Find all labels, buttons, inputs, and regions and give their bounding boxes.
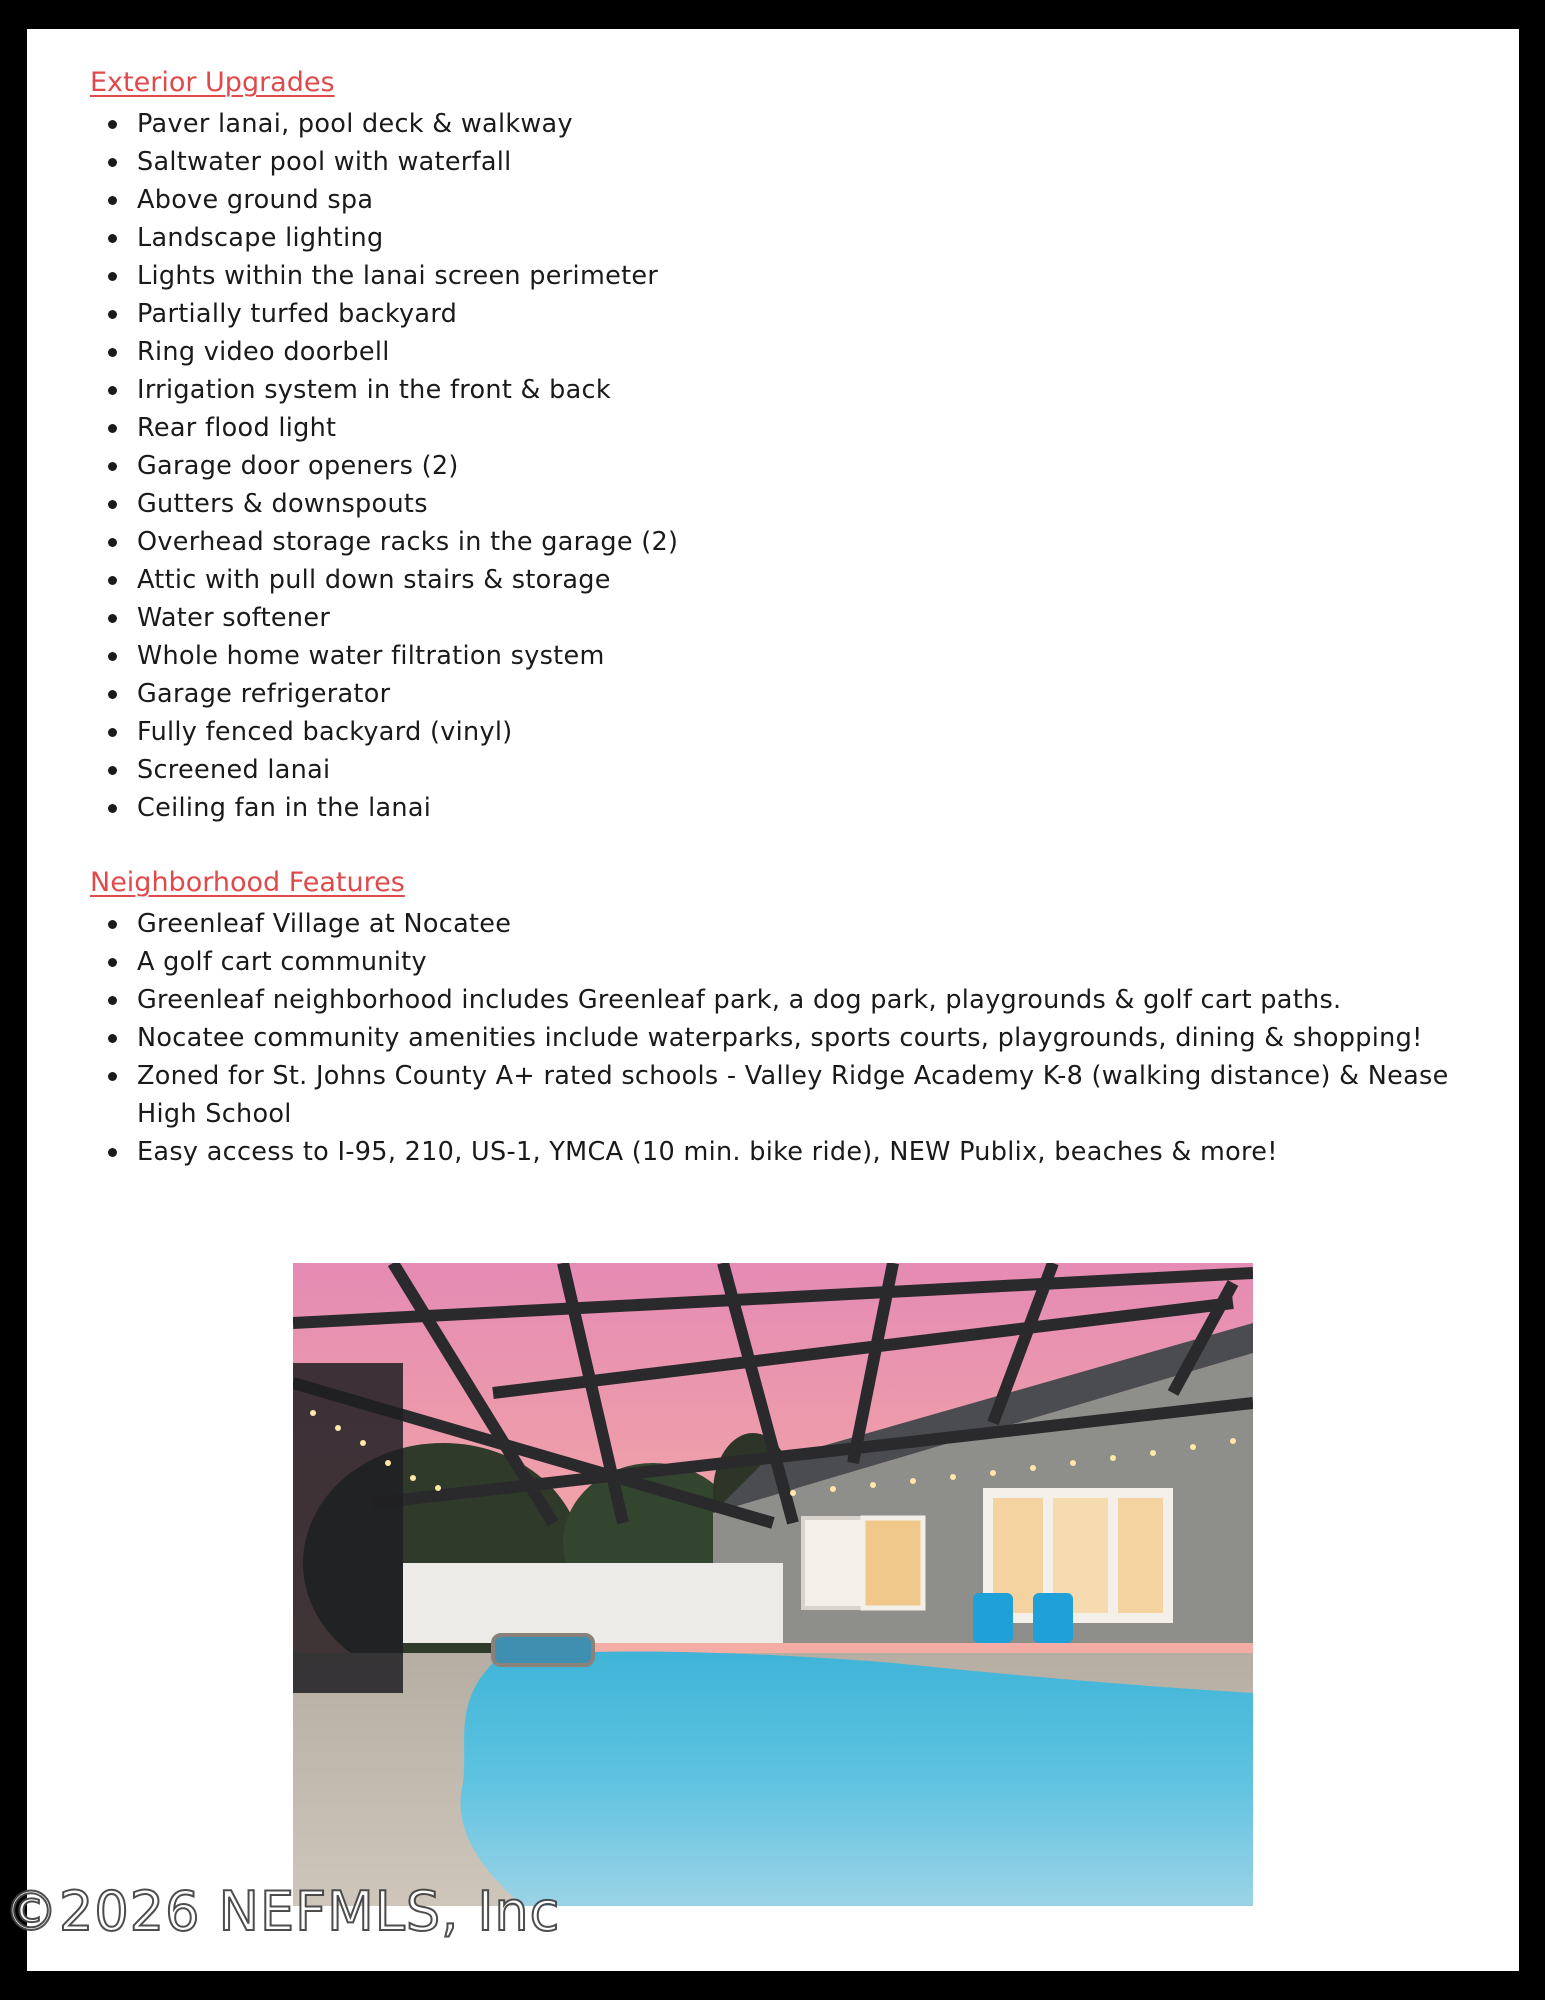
exterior-upgrade-item xyxy=(90,447,1479,485)
neighborhood-feature-item xyxy=(90,943,1479,981)
bullet-icon xyxy=(108,272,117,281)
exterior-upgrade-item-text: Above ground spa xyxy=(137,185,374,215)
exterior-upgrade-item-text: Screened lanai xyxy=(137,755,331,785)
exterior-upgrades-heading: Exterior Upgrades xyxy=(90,67,335,98)
exterior-upgrade-item-text: Attic with pull down stairs & storage xyxy=(137,565,611,595)
exterior-upgrade-item xyxy=(90,599,1479,637)
neighborhood-feature-item xyxy=(90,1019,1479,1057)
exterior-upgrade-item xyxy=(90,181,1479,219)
bullet-icon xyxy=(108,766,117,775)
bullet-icon xyxy=(108,348,117,357)
exterior-upgrade-item-text: Gutters & downspouts xyxy=(137,489,428,519)
bullet-icon xyxy=(108,158,117,167)
copyright-watermark: ©2026 NEFMLS, Inc xyxy=(4,1880,561,1943)
exterior-upgrade-item-text: Overhead storage racks in the garage (2) xyxy=(137,527,679,557)
exterior-upgrade-item xyxy=(90,295,1479,333)
pool-lanai-photo xyxy=(293,1263,1253,1906)
bullet-icon xyxy=(108,996,117,1005)
exterior-upgrade-item xyxy=(90,485,1479,523)
bullet-icon xyxy=(108,920,117,929)
bullet-icon xyxy=(108,1072,117,1081)
document-content xyxy=(90,65,1479,1171)
exterior-upgrade-item xyxy=(90,789,1479,827)
bullet-icon xyxy=(108,804,117,813)
neighborhood-feature-item-text: A golf cart community xyxy=(137,947,427,977)
exterior-upgrade-item xyxy=(90,219,1479,257)
exterior-upgrade-item-text: Irrigation system in the front & back xyxy=(137,375,611,405)
exterior-upgrade-item xyxy=(90,713,1479,751)
bullet-icon xyxy=(108,614,117,623)
bullet-icon xyxy=(108,1034,117,1043)
bullet-icon xyxy=(108,120,117,129)
bullet-icon xyxy=(108,576,117,585)
exterior-upgrade-item-text: Garage door openers (2) xyxy=(137,451,459,481)
exterior-upgrade-item-text: Landscape lighting xyxy=(137,223,384,253)
exterior-upgrade-item xyxy=(90,409,1479,447)
exterior-upgrade-item xyxy=(90,333,1479,371)
bullet-icon xyxy=(108,652,117,661)
neighborhood-feature-item-text: Greenleaf Village at Nocatee xyxy=(137,909,512,939)
neighborhood-feature-item-text: Easy access to I-95, 210, US-1, YMCA (10 min. bike ride), NEW Publix, beaches & more! xyxy=(137,1137,1278,1167)
neighborhood-feature-item-text: Nocatee community amenities include waterparks, sports courts, playgrounds, dining & shopping! xyxy=(137,1023,1423,1053)
bullet-icon xyxy=(108,234,117,243)
bullet-icon xyxy=(108,690,117,699)
bullet-icon xyxy=(108,386,117,395)
bullet-icon xyxy=(108,424,117,433)
exterior-upgrade-item-text: Ceiling fan in the lanai xyxy=(137,793,432,823)
exterior-upgrade-item xyxy=(90,751,1479,789)
neighborhood-features-list xyxy=(90,905,1479,1171)
exterior-upgrade-item-text: Saltwater pool with waterfall xyxy=(137,147,512,177)
document-page xyxy=(27,29,1519,1971)
exterior-upgrade-item-text: Fully fenced backyard (vinyl) xyxy=(137,717,513,747)
bullet-icon xyxy=(108,728,117,737)
neighborhood-feature-item-text: Zoned for St. Johns County A+ rated schools - Valley Ridge Academy K-8 (walking distance) & Nease High School xyxy=(137,1061,1449,1129)
exterior-upgrade-item-text: Rear flood light xyxy=(137,413,337,443)
bullet-icon xyxy=(108,196,117,205)
exterior-upgrade-item xyxy=(90,105,1479,143)
neighborhood-feature-item xyxy=(90,1133,1479,1171)
exterior-upgrade-item-text: Lights within the lanai screen perimeter xyxy=(137,261,659,291)
exterior-upgrade-item xyxy=(90,143,1479,181)
exterior-upgrade-item-text: Ring video doorbell xyxy=(137,337,390,367)
exterior-upgrade-item-text: Paver lanai, pool deck & walkway xyxy=(137,109,573,139)
exterior-upgrade-item-text: Partially turfed backyard xyxy=(137,299,458,329)
exterior-upgrade-item xyxy=(90,371,1479,409)
exterior-upgrade-item-text: Garage refrigerator xyxy=(137,679,391,709)
neighborhood-feature-item xyxy=(90,981,1479,1019)
bullet-icon xyxy=(108,462,117,471)
neighborhood-feature-item xyxy=(90,905,1479,943)
exterior-upgrade-item-text: Whole home water filtration system xyxy=(137,641,605,671)
bullet-icon xyxy=(108,958,117,967)
neighborhood-feature-item-text: Greenleaf neighborhood includes Greenleaf park, a dog park, playgrounds & golf cart paths. xyxy=(137,985,1342,1015)
bullet-icon xyxy=(108,310,117,319)
exterior-upgrade-item xyxy=(90,257,1479,295)
exterior-upgrade-item-text: Water softener xyxy=(137,603,331,633)
exterior-upgrade-item xyxy=(90,523,1479,561)
bullet-icon xyxy=(108,500,117,509)
neighborhood-features-heading: Neighborhood Features xyxy=(90,867,405,898)
bullet-icon xyxy=(108,538,117,547)
exterior-upgrade-item xyxy=(90,675,1479,713)
bullet-icon xyxy=(108,1148,117,1157)
exterior-upgrades-list xyxy=(90,105,1479,827)
exterior-upgrade-item xyxy=(90,637,1479,675)
exterior-upgrade-item xyxy=(90,561,1479,599)
neighborhood-feature-item xyxy=(90,1057,1479,1133)
